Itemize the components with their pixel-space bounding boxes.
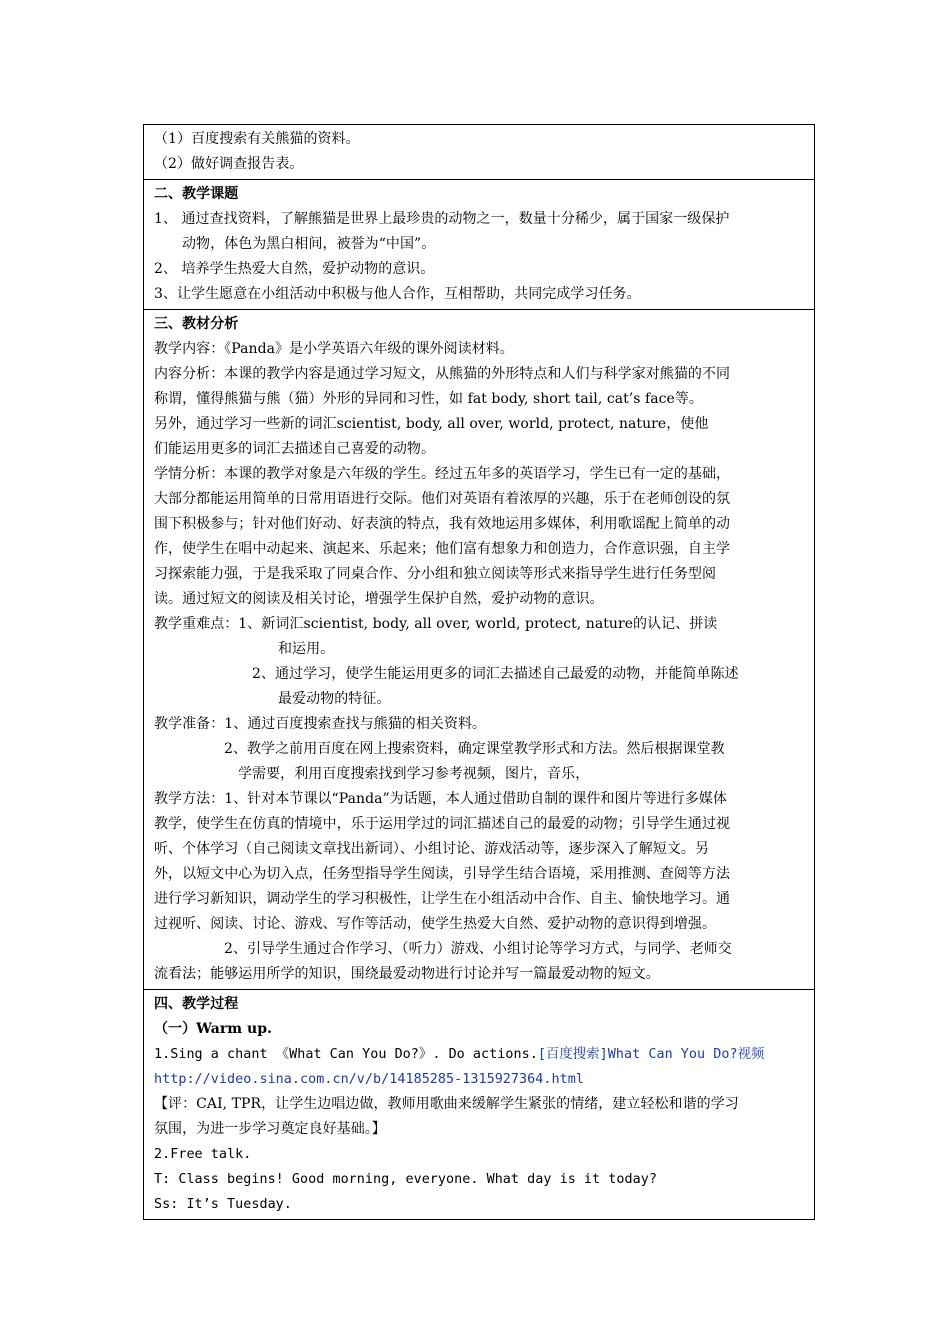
analysis-section	[144, 309, 814, 989]
key-points-line: 教学重难点：1、新词汇scientist, body, all over, world, protect, nature的认记、拼读	[154, 616, 718, 632]
lesson-plan-table	[143, 124, 815, 1220]
key-points-line: 和运用。	[278, 641, 335, 657]
topic-item-1: 1、 通过查找资料，了解熊猫是世界上最珍贵的动物之一，数量十分稀少，属于国家一级保护	[154, 211, 730, 227]
dialogue-line: Ss: It’s Tuesday.	[154, 1197, 292, 1212]
content-analysis-line: 内容分析：本课的教学内容是通过学习短文，从熊猫的外形特点和人们与科学家对熊猫的不同	[154, 366, 731, 382]
sing-chant-text: 1.Sing a chant 《What Can You Do?》. Do actions.	[154, 1047, 538, 1062]
free-talk-label: 2.Free talk.	[154, 1147, 252, 1162]
method-line: 外，以短文中心为切入点，任务型指导学生阅读，引导学生结合语境，采用推测、查阅等方法	[154, 866, 731, 882]
student-analysis-line: 习探索能力强，于是我采取了同桌合作、分小组和独立阅读等形式来指导学生进行任务型阅	[154, 566, 716, 582]
process-section	[144, 989, 814, 1219]
method-line: 教学方法：1、针对本节课以“Panda”为话题，本人通过借助自制的课件和图片等进行多媒体	[154, 791, 727, 807]
comment-line: 【评：CAI, TPR，让学生边唱边做，教师用歌曲来缓解学生紧张的情绪，建立轻松和谐的学习	[154, 1096, 739, 1112]
section-heading: 二、教学课题	[154, 186, 239, 202]
content-analysis-line: 们能运用更多的词汇去描述自己喜爱的动物。	[154, 441, 435, 457]
method-line: 听、个体学习（自己阅读文章找出新词）、小组讨论、游戏活动等，逐步深入了解短文。另	[154, 841, 709, 857]
preparation-section	[144, 125, 814, 179]
method-line: 过视听、阅读、讨论、游戏、写作等活动，使学生热爱大自然、爱护动物的意识得到增强。	[154, 916, 716, 932]
comment-line: 氛围，为进一步学习奠定良好基础。】	[154, 1121, 386, 1137]
preparation-line: 2、教学之前用百度在网上搜索资料，确定课堂教学形式和方法。然后根据课堂教	[224, 741, 725, 757]
method-line: 进行学习新知识，调动学生的学习积极性，让学生在小组活动中合作、自主、愉快地学习。通	[154, 891, 731, 907]
student-analysis-line: 作，使学生在唱中动起来、演起来、乐起来；他们富有想象力和创造力，合作意识强，自主学	[154, 541, 731, 557]
video-url-link[interactable]: http://video.sina.com.cn/v/b/14185285-1315927364.html	[154, 1072, 584, 1087]
preparation-line: 教学准备：1、通过百度搜索查找与熊猫的相关资料。	[154, 716, 487, 732]
method-line: 2、引导学生通过合作学习、（听力）游戏、小组讨论等学习方式，与同学、老师交	[224, 941, 732, 957]
student-analysis-line: 学情分析：本课的教学对象是六年级的学生。经过五年多的英语学习，学生已有一定的基础，	[154, 466, 731, 482]
topic-item-1-cont: 动物，体色为黑白相间，被誉为“中国”。	[182, 236, 436, 252]
content-analysis-line: 称谓，懂得熊猫与熊（猫）外形的异同和习性，如 fat body, short tail, cat’s face等。	[154, 391, 703, 407]
method-line: 教学，使学生在仿真的情境中，乐于运用学过的词汇描述自己的最爱的动物；引导学生通过视	[154, 816, 731, 832]
preparation-line: 学需要，利用百度搜索找到学习参考视频，图片，音乐，	[238, 766, 590, 782]
topic-item-3: 3、让学生愿意在小组活动中积极与他人合作，互相帮助，共同完成学习任务。	[154, 286, 641, 302]
content-analysis-line: 另外，通过学习一些新的词汇scientist, body, all over, world, protect, nature，使他	[154, 416, 709, 432]
student-analysis-line: 大部分都能运用简单的日常用语进行交际。他们对英语有着浓厚的兴趣，乐于在老师创设的氛	[154, 491, 731, 507]
section-heading: 三、教材分析	[154, 316, 239, 332]
student-analysis-line: 读。通过短文的阅读及相关讨论，增强学生保护自然，爱护动物的意识。	[154, 591, 604, 607]
baidu-search-link[interactable]: [百度搜索]What Can You Do?视频	[537, 1047, 765, 1062]
key-points-line: 2、通过学习，使学生能运用更多的词汇去描述自己最爱的动物，并能简单陈述	[252, 666, 739, 682]
prep-line-1: （1）百度搜索有关熊猫的资料。	[154, 131, 360, 147]
sing-chant-line	[154, 1042, 814, 1067]
key-points-line: 最爱动物的特征。	[278, 691, 391, 707]
dialogue-line: T: Class begins! Good morning, everyone. What day is it today?	[154, 1172, 657, 1187]
teaching-content: 教学内容：《Panda》是小学英语六年级的课外阅读材料。	[154, 341, 514, 357]
student-analysis-line: 围下积极参与；针对他们好动、好表演的特点，我有效地运用多媒体，利用歌谣配上简单的动	[154, 516, 731, 532]
prep-line-2: （2）做好调查报告表。	[154, 156, 304, 172]
topic-item-2: 2、 培养学生热爱大自然，爱护动物的意识。	[154, 261, 435, 277]
method-line: 流看法；能够运用所学的知识，围绕最爱动物进行讨论并写一篇最爱动物的短文。	[154, 966, 660, 982]
subsection-heading: （一）Warm up.	[154, 1021, 273, 1037]
topic-section	[144, 179, 814, 309]
section-heading: 四、教学过程	[154, 996, 239, 1012]
